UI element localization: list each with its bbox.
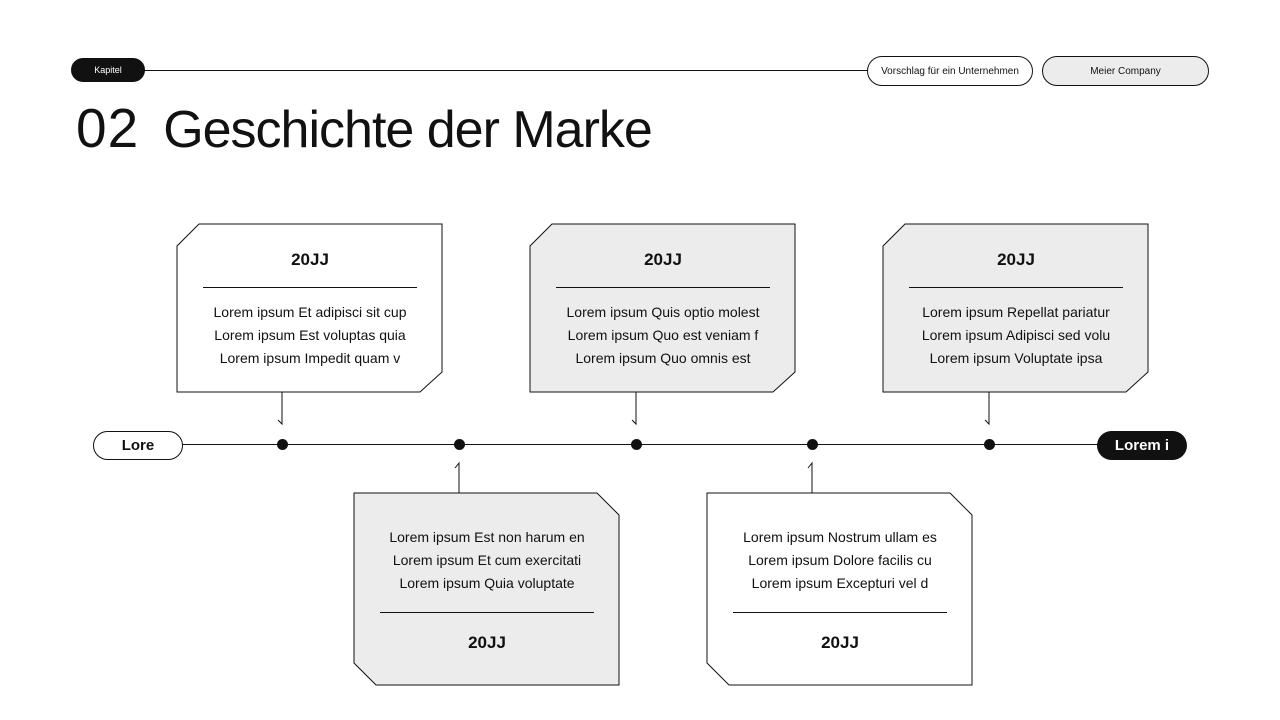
timeline-dot <box>454 439 465 450</box>
card-connector <box>454 462 468 494</box>
page-title <box>76 96 652 160</box>
timeline-dot <box>277 439 288 450</box>
card-year: 20JJ <box>821 633 859 652</box>
timeline-start-label: Lore <box>93 431 183 460</box>
timeline-dot <box>631 439 642 450</box>
card-divider <box>556 287 770 288</box>
chapter-number: 02 <box>76 97 140 159</box>
card-line: Lorem ipsum Dolore facilis cu <box>748 552 932 568</box>
card-line: Lorem ipsum Repellat pariatur <box>922 304 1110 320</box>
card-line: Lorem ipsum Quo est veniam f <box>567 327 759 343</box>
card-year: 20JJ <box>644 250 682 269</box>
timeline-card <box>530 224 796 394</box>
card-line: Lorem ipsum Voluptate ipsa <box>929 350 1103 366</box>
timeline-dot <box>984 439 995 450</box>
card-text <box>177 301 443 370</box>
card-line: Lorem ipsum Impedit quam v <box>219 350 401 366</box>
card-text <box>354 526 620 595</box>
card-year: 20JJ <box>468 633 506 652</box>
card-line: Lorem ipsum Excepturi vel d <box>751 575 929 591</box>
card-line: Lorem ipsum Adipisci sed volu <box>921 327 1111 343</box>
card-line: Lorem ipsum Et adipisci sit cup <box>213 304 407 320</box>
card-line: Lorem ipsum Nostrum ullam es <box>743 529 937 545</box>
card-divider <box>380 612 594 613</box>
card-line: Lorem ipsum Et cum exercitati <box>392 552 582 568</box>
chapter-badge: Kapitel <box>71 58 145 82</box>
card-line: Lorem ipsum Est non harum en <box>389 529 585 545</box>
card-text <box>707 526 973 595</box>
card-line: Lorem ipsum Est voluptas quia <box>214 327 406 343</box>
title-text: Geschichte der Marke <box>163 101 652 159</box>
company-tag: Meier Company <box>1042 56 1209 86</box>
card-text <box>530 301 796 370</box>
card-text <box>883 301 1149 370</box>
card-connector <box>631 392 645 426</box>
proposal-tag: Vorschlag für ein Unternehmen <box>867 56 1033 86</box>
card-line: Lorem ipsum Quia voluptate <box>399 575 575 591</box>
card-year: 20JJ <box>997 250 1035 269</box>
timeline-dot <box>807 439 818 450</box>
timeline-axis <box>182 444 1102 445</box>
card-divider <box>733 612 947 613</box>
timeline-card <box>354 493 620 663</box>
timeline-card <box>177 224 443 394</box>
card-year: 20JJ <box>291 250 329 269</box>
timeline-card <box>707 493 973 663</box>
card-line: Lorem ipsum Quo omnis est <box>575 350 751 366</box>
card-line: Lorem ipsum Quis optio molest <box>566 304 760 320</box>
card-connector <box>277 392 291 426</box>
card-divider <box>203 287 417 288</box>
card-divider <box>909 287 1123 288</box>
card-connector <box>984 392 998 426</box>
timeline-card <box>883 224 1149 394</box>
timeline-end-label: Lorem i <box>1097 431 1187 460</box>
header-rule <box>140 70 870 71</box>
card-connector <box>807 462 821 494</box>
